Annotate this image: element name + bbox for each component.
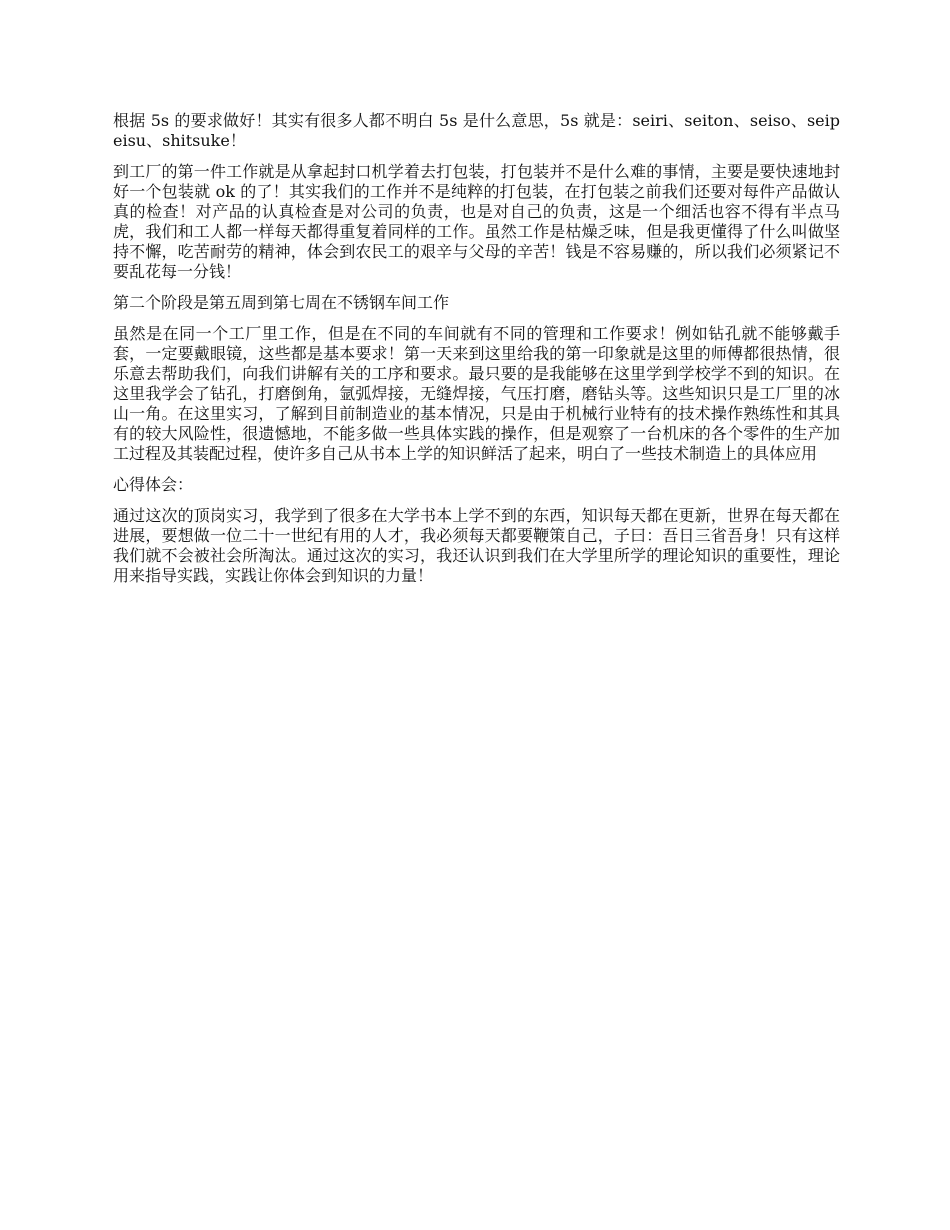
paragraph-second-stage-heading: 第二个阶段是第五周到第七周在不锈钢车间工作 xyxy=(113,293,450,312)
paragraph-reflection-body: 通过这次的顶岗实习，我学到了很多在大学书本上学不到的东西，知识每天都在更新，世界在每天都在进展，要想做一位二十一世纪有用的人才，我必须每天都要鞭策自己，子曰：吾日三省吾身！只有这样我们就不会被社会所淘汰。通过这次的实习，我还认识到我们在大学里所学的理论知识的重要性，理论用来指导实践，实践让你体会到知识的力量！ xyxy=(113,506,840,585)
paragraph-5s-intro: 根据 5s 的要求做好！其实有很多人都不明白 5s 是什么意思，5s 就是：seiri、seiton、seiso、seipeisu、shitsuke！ xyxy=(113,111,840,150)
document-page xyxy=(113,111,840,597)
paragraph-stainless-steel-workshop: 虽然是在同一个工厂里工作，但是在不同的车间就有不同的管理和工作要求！例如钻孔就不能够戴手套，一定要戴眼镜，这些都是基本要求！第一天来到这里给我的第一印象就是这里的师傅都很热情，很乐意去帮助我们，向我们讲解有关的工序和要求。最只要的是我能够在这里学到学校学不到的知识。在这里我学会了钻孔，打磨倒角，氩弧焊接，无缝焊接，气压打磨，磨钻头等。这些知识只是工厂里的冰山一角。在这里实习，了解到目前制造业的基本情况，只是由于机械行业特有的技术操作熟练性和其具有的较大风险性，很遗憾地，不能多做一些具体实践的操作，但是观察了一台机床的各个零件的生产加工过程及其装配过程，使许多自己从书本上学的知识鲜活了起来，明白了一些技术制造上的具体应用 xyxy=(113,324,840,463)
paragraph-packaging-work: 到工厂的第一件工作就是从拿起封口机学着去打包装，打包装并不是什么难的事情，主要是要快速地封好一个包装就 ok 的了！其实我们的工作并不是纯粹的打包装，在打包装之前我们还要对每件产品做认真的检查！对产品的认真检查是对公司的负责，也是对自己的负责，这是一个细活也容不得有半点马虎，我们和工人都一样每天都得重复着同样的工作。虽然工作是枯燥乏味，但是我更懂得了什么叫做坚持不懈，吃苦耐劳的精神，体会到农民工的艰辛与父母的辛苦！钱是不容易赚的，所以我们必须紧记不要乱花每一分钱！ xyxy=(113,162,840,281)
paragraph-reflection-heading: 心得体会： xyxy=(113,475,194,494)
